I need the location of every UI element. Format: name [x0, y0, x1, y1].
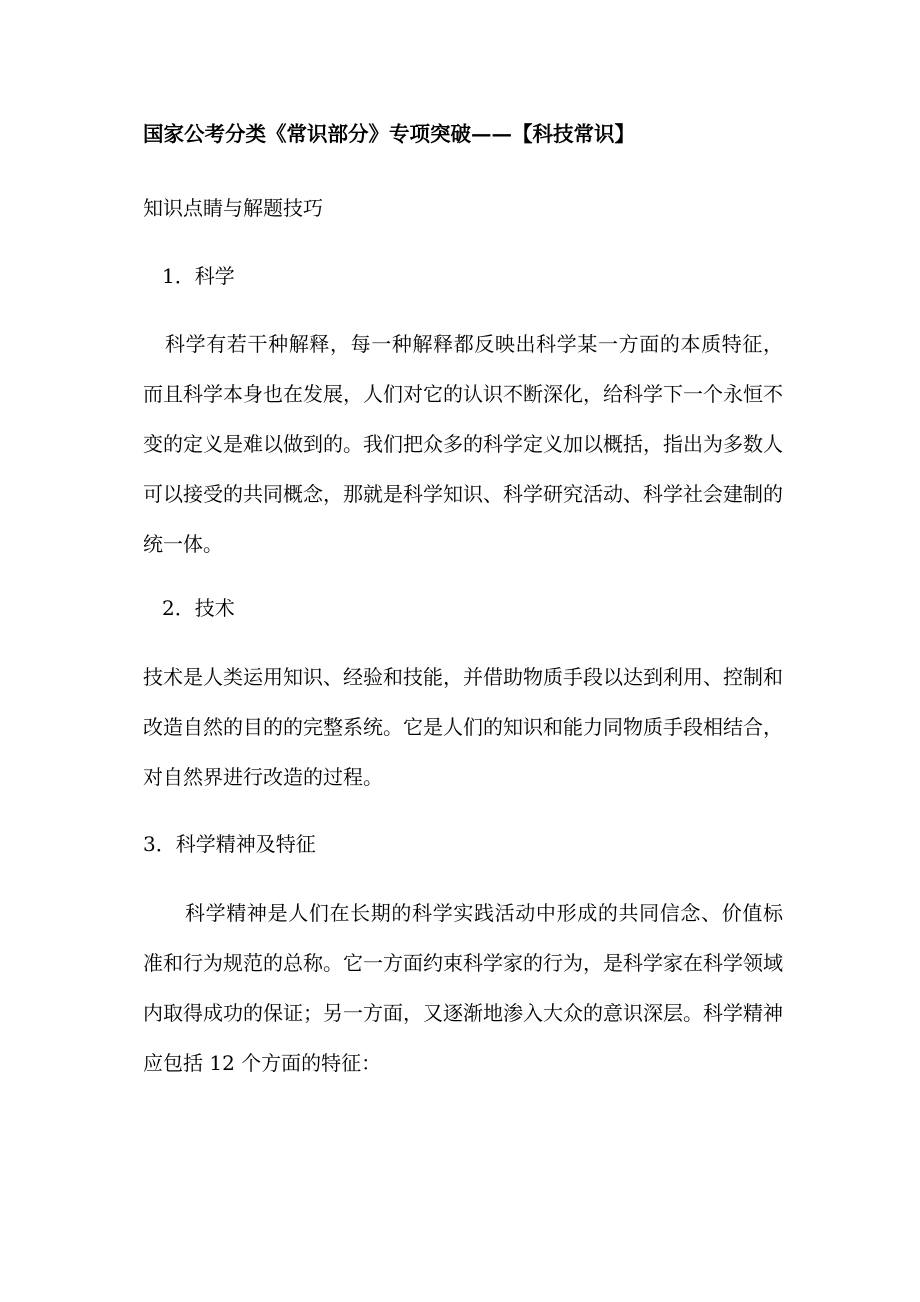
section-body-technology: 技术是人类运用知识、经验和技能，并借助物质手段以达到利用、控制和改造自然的目的的完整系统。它是人们的知识和能力同物质手段相结合，对自然界进行改造的过程。: [143, 665, 783, 789]
section-body-scientific-spirit: 科学精神是人们在长期的科学实践活动中形成的共同信念、价值标准和行为规范的总称。它一方面约束科学家的行为，是科学家在科学领域内取得成功的保证；另一方面，又逐渐地渗入大众的意识深层。科学精神应包括 12 个方面的特征：: [143, 901, 783, 1075]
section-heading-technology: 2．技术: [162, 596, 235, 620]
section-heading-scientific-spirit: 3．科学精神及特征: [143, 832, 316, 856]
section-body-science: 科学有若干种解释，每一种解释都反映出科学某一方面的本质特征，而且科学本身也在发展，人们对它的认识不断深化，给科学下一个永恒不变的定义是难以做到的。我们把众多的科学定义加以概括，指出为多数人可以接受的共同概念，那就是科学知识、科学研究活动、科学社会建制的统一体。: [143, 332, 783, 556]
document-title: 国家公考分类《常识部分》专项突破——【科技常识】: [143, 122, 635, 146]
document-subtitle: 知识点睛与解题技巧: [143, 196, 323, 220]
section-heading-science: 1．科学: [162, 264, 235, 288]
